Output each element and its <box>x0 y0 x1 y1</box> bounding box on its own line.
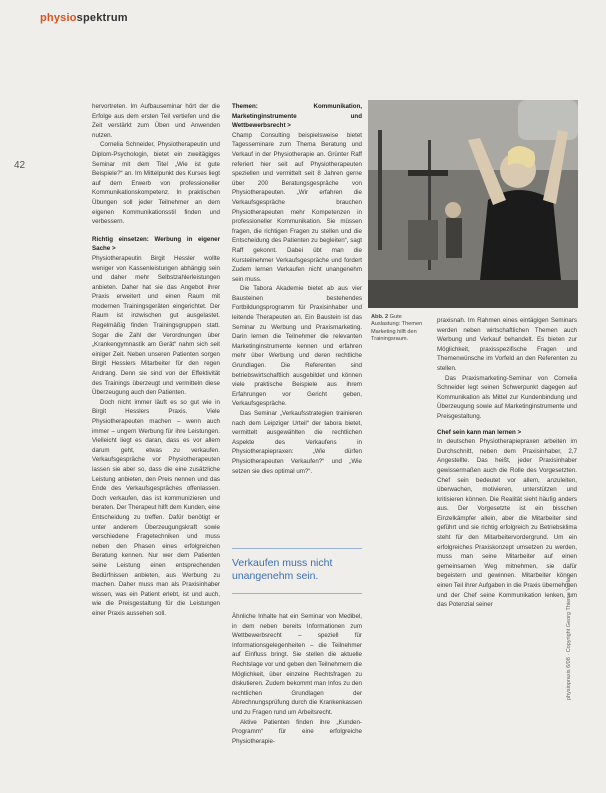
pull-quote: Verkaufen muss nicht unangenehm sein. <box>232 548 362 594</box>
paragraph: Cornelia Schneider, Physiotherapeutin und Diplom-Psychologin, bietet ein zweitägiges Seminar mit dem Titel „Wie ist gute Beispiele?“ an. Im Mittelpunkt des Kurses liegt auf dem Erwerb von professioneller Kommunikationskompetenz. In praktischen Übungen soll jeder Teilnehmer an dem eigenen Kommunikationsstil finden und verbessern. <box>92 141 220 226</box>
training-room-photo <box>368 100 578 308</box>
paragraph: Doch nicht immer läuft es so gut wie in Birgit Hesslers Praxis. Viele Physiotherapeuten machen – wenn auch immer – ungern Werbung für ihre Leistungen. Vielleicht liegt es daran, dass es vor allem darum geht, etwas zu verkaufen. Verkaufsgespräche vor Physiotherapeuten lassen sie aber so, dass die eine zusätzliche Leistung anbieten, den Preis nennen und das Ende des Verkaufsgespräches offenlassen. Doch verkaufen, das ist kommunizieren und beraten. Der Therapeut hilft dem Kunden, eine Entscheidung zu treffen. Dafür benötigt er unter anderem Überzeugungskraft sowie verschiedene Fragetechniken und muss neben den Phasen eines erfolgreichen Beratung kennen. Nur wer dem Patienten seine Leistung einen entsprechenden Bedürfnissen anbieten, aus Werbung zu machen. Daher muss man als Praxisinhaber wissen, was ein Patient erlebt, ist und auch, wie die Preisgestaltung für die Leistungen einer Praxis aussehen soll. <box>92 398 220 617</box>
text-column-2-top <box>232 102 362 542</box>
text-column-3 <box>437 316 577 776</box>
paragraph: Das Seminar „Verkaufsstrategien trainieren nach dem Leipziger Urteil“ der tabora bietet, vermittelt ausgewählten die rechtlichen Aspekte des Verkaufens in Physiotherapiepraxen: „Wie dürfen Physiotherapeuten Verkaufen?“ und „Wie setzen sie dies optimal um?“. <box>232 410 362 475</box>
paragraph: Die Tabora Akademie bietet ab aus vier Bausteinen bestehendes Fortbildungsprogramm für Praxisinhaber und leitende Therapeuten an. Ein Baustein ist das Seminar zu Werbung und Praxismarketing. Darin lernen die Teilnehmer die relevanten Marketinginstrumente kennen und erfahren mehr über Werbung und deren rechtliche Grundlagen. Die Referenten sind betriebswirtschaftlich ausgebildet und können viele praktische Beispiele aus ihrem Erfahrungen vor Gericht geben, Verkaufsgespräche. <box>232 285 362 408</box>
magazine-brand <box>40 12 128 24</box>
brand-part-2: spektrum <box>76 12 128 24</box>
section-heading: Themen: Kommunikation, Marketinginstrumente und Wettbewerbsrecht > <box>232 103 362 130</box>
text-column-2-bottom <box>232 612 362 780</box>
brand-part-1: physio <box>40 12 77 24</box>
text-column-1 <box>92 102 220 782</box>
photo-illustration <box>368 100 578 308</box>
paragraph: Das Praxismarketing-Seminar von Cornelia Schneider legt seinen Schwerpunkt dagegen auf Kommunikation als Mittel zur Kundenbindung und Überzeugung sowie auf Marketinginstrumente und Preisgestaltung. <box>437 374 577 420</box>
paragraph: Aktive Patienten finden ihre „Kunden-Programm“ für eine erfolgreiche Physiotherapie- <box>232 718 362 745</box>
section-heading: Chef sein kann man lernen > <box>437 428 522 436</box>
page-number: 42 <box>14 160 26 171</box>
paragraph: Physiotherapeutin Birgit Hessler wollte weniger von Kassenleistungen abhängig sein und daher mehr Selbstzahlerleistungen anbieten. Daher hat sie das Angebot ihrer Praxis erweitert und einen Raum mit modernen Trainingsgeräten eingerichtet. Der Raum ist inzwischen gut ausgelastet. Regelmäßig finden Trainingsgruppen statt. Sogar die Zahl der Verordnungen über „Krankengymnastik am Gerät“ nahm sich seit einiger Zeit. Neben unseren Patienten sorgen Birgit Hesslers Mitarbeiter für den regen Andrang. Denn sie sind von der Effektivität des Trainings überzeugt und vermitteln diese Überzeugung auch den Patienten. <box>92 254 220 397</box>
paragraph: Champ Consulting beispielsweise bietet Tagesseminare zum Thema Beratung und Verkauf in der Physiotherapie an. Grünter Raff referiert hier seit auf Physiotherapeuten speziellen und vermittelt seit 8 Jahren gerne über 200 Beratungsgespräche von Physiotherapeuten. „Wir erfahren die Verkaufsgespräche brauchen Physiotherapeuten mehr Kompetenzen in professioneller Kommunikation. Sie müssen fragen, die richtigen Fragen zu stellen und die Entscheidung des Patienten zu begleiten“, sagt Raff gekonnt. Dabei übt man die Kursteilnehmer Verkaufsgespräche und fordert Zudem lernen Verkaufen nicht unangenehm sein muss. <box>232 131 362 283</box>
paragraph: In deutschen Physiotherapiepraxen arbeiten im Durchschnitt, neben dem Praxisinhaber, 2,7 Angestellte. Das heißt, jeder Praxisinhaber gewissermaßen auch die Rolle des Vorgesetzten. Chef sein bedeutet vor allem, anzuleiten, überwachen, motivieren, unterstützen und kritisieren können. Die Realität sieht häufig anders aus. Der Vorgesetzte ist ein bisschen Einzelkämpfer allein, aber die Mitarbeiter sind geführt und sie richtig erfolgreich zu Betriebsklima steht für den Mitarbeitervordergrund. Um ein erfolgreiches Praxiskonzept umsetzen zu werden, muss man seine Mitarbeiter auf einen gemeinsamen Weg mitnehmen, sie dafür begeistern und gewinnen. Mitarbeiter können einen Teil ihrer Aufgaben in die Praxis übernehmen und der Chef seine Kommunikation lenken, um das Potenzial seiner <box>437 438 577 609</box>
paragraph: praxisnah. Im Rahmen eines eintägigen Seminars werden neben wirtschaftlichen Themen auch Werbung und Verkauf behandelt. Es bieten zur Möglichkeit, praxisspezifische Fragen und Themenwünsche im Vorfeld an den Referenten zu stellen. <box>437 317 577 372</box>
caption-text: Gute Auslastung: Themen Marketing hilft den Trainingsraum. <box>371 314 423 343</box>
paragraph: hervortreten. Im Aufbauseminar hört der die Erfolge aus dem ersten Teil vertiefen und die Zeit verstärkt zum Üben und Anwenden nutzen. <box>92 103 220 139</box>
caption-label: Abb. 2 <box>371 314 389 320</box>
vertical-footer-text: physiopraxis 6/08 · Copyright Georg Thieme Verlag <box>566 575 572 700</box>
photo-caption <box>371 314 431 344</box>
paragraph: Ähnliche Inhalte hat ein Seminar von Medibel, in dem neben bereits Informationen zum Wettbewerbsrecht – speziell für Informationsgelegenheiten – die Teilnehmer auf Einfluss bringt. Sie stellen die aktuelle Rechtslage vor und geben den Teilnehmern die Möglichkeit, über einzelne Rechtsfragen zu diskutieren. Zudem bekommt man Infos zu den rechtlichen Grundlagen der Abrechnungsprüfung durch die Krankenkassen und zu Fragen rund um Arbeitsrecht. <box>232 613 362 716</box>
section-heading: Richtig einsetzen: Werbung in eigener Sache > <box>92 235 220 253</box>
